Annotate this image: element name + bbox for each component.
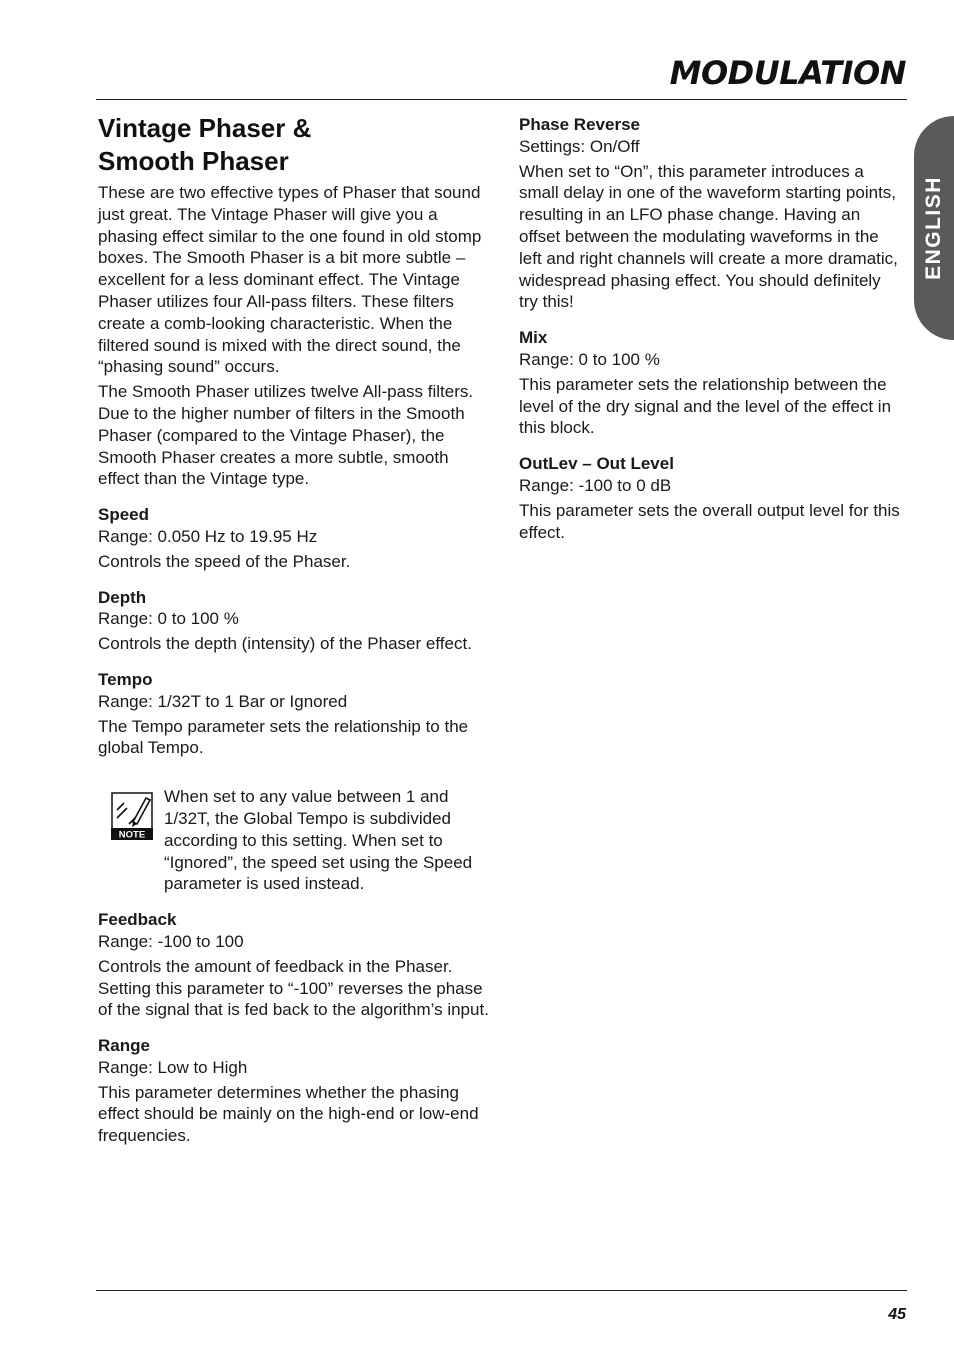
page-header-title: MODULATION	[669, 54, 906, 92]
param-description: When set to “On”, this parameter introduces a small delay in one of the waveform starting points, resulting in an LFO phase change. Having an offset between the modulating waveforms in the left and right channels will create a more dramatic, widespread phasing effect. You should definitely try this!	[519, 161, 898, 312]
header-rule	[96, 99, 907, 100]
page-number: 45	[888, 1306, 906, 1323]
param-description: Controls the amount of feedback in the Phaser. Setting this parameter to “-100” reverses the phase of the signal that is fed back to the algorithm’s input.	[98, 956, 489, 1020]
param-heading: Mix	[519, 328, 548, 348]
left-column	[98, 112, 490, 1150]
param-range: Range: 1/32T to 1 Bar or Ignored	[98, 691, 348, 711]
param-description: This parameter determines whether the phasing effect should be mainly on the high-end or low-end frequencies.	[98, 1082, 479, 1146]
param-depth	[98, 587, 490, 655]
right-column	[519, 114, 903, 546]
param-feedback	[98, 909, 490, 1021]
param-out-level	[519, 453, 903, 543]
article-title-line-1: Vintage Phaser &	[98, 113, 312, 143]
note-box	[98, 786, 490, 895]
param-phase-reverse	[519, 114, 903, 313]
param-range-setting	[98, 1035, 490, 1147]
param-description: This parameter sets the relationship between the level of the dry signal and the level of the effect in this block.	[519, 374, 892, 438]
footer-rule	[96, 1290, 907, 1291]
article-title	[98, 112, 490, 178]
note-icon	[111, 792, 153, 840]
param-heading: Depth	[98, 587, 147, 607]
param-mix	[519, 327, 903, 439]
intro-paragraph-1: These are two effective types of Phaser that sound just great. The Vintage Phaser will give you a phasing effect similar to the one found in old stomp boxes. The Smooth Phaser is a bit more subtle – excellent for a less dominant effect. The Vintage Phaser utilizes four All-pass filters. These filters create a comb-looking characteristic. When the filtered sound is mixed with the direct sound, the “phasing sound” occurs.	[98, 183, 482, 377]
param-range: Range: Low to High	[98, 1057, 248, 1077]
language-tab-label: ENGLISH	[922, 176, 945, 280]
param-description: Controls the depth (intensity) of the Phaser effect.	[98, 634, 472, 654]
note-icon-label: NOTE	[118, 829, 146, 841]
intro-paragraph-2: The Smooth Phaser utilizes twelve All-pass filters. Due to the higher number of filters in the Smooth Phaser (compared to the Vintage Phaser), the Smooth Phaser creates a more subtle, smooth effect than the Vintage type.	[98, 382, 474, 489]
language-tab	[914, 116, 954, 340]
param-range: Range: 0 to 100 %	[519, 349, 660, 369]
param-description: This parameter sets the overall output level for this effect.	[519, 500, 900, 542]
param-range: Settings: On/Off	[519, 136, 640, 156]
note-text: When set to any value between 1 and 1/32T, the Global Tempo is subdivided according to this setting. When set to “Ignored”, the speed set using the Speed parameter is used instead.	[164, 787, 473, 894]
param-description: Controls the speed of the Phaser.	[98, 551, 351, 571]
param-range: Range: -100 to 100	[98, 931, 244, 951]
article-title-line-2: Smooth Phaser	[98, 146, 289, 176]
param-description: The Tempo parameter sets the relationship to the global Tempo.	[98, 716, 469, 758]
param-heading: Phase Reverse	[519, 115, 640, 134]
param-tempo	[98, 669, 490, 759]
param-range: Range: -100 to 0 dB	[519, 475, 672, 495]
param-heading: Feedback	[98, 910, 177, 930]
param-heading: Range	[98, 1036, 150, 1056]
param-heading: OutLev – Out Level	[519, 454, 674, 474]
param-heading: Tempo	[98, 669, 153, 689]
param-range: Range: 0 to 100 %	[98, 609, 239, 629]
param-heading: Speed	[98, 505, 150, 525]
param-range: Range: 0.050 Hz to 19.95 Hz	[98, 526, 318, 546]
param-speed	[98, 504, 490, 572]
